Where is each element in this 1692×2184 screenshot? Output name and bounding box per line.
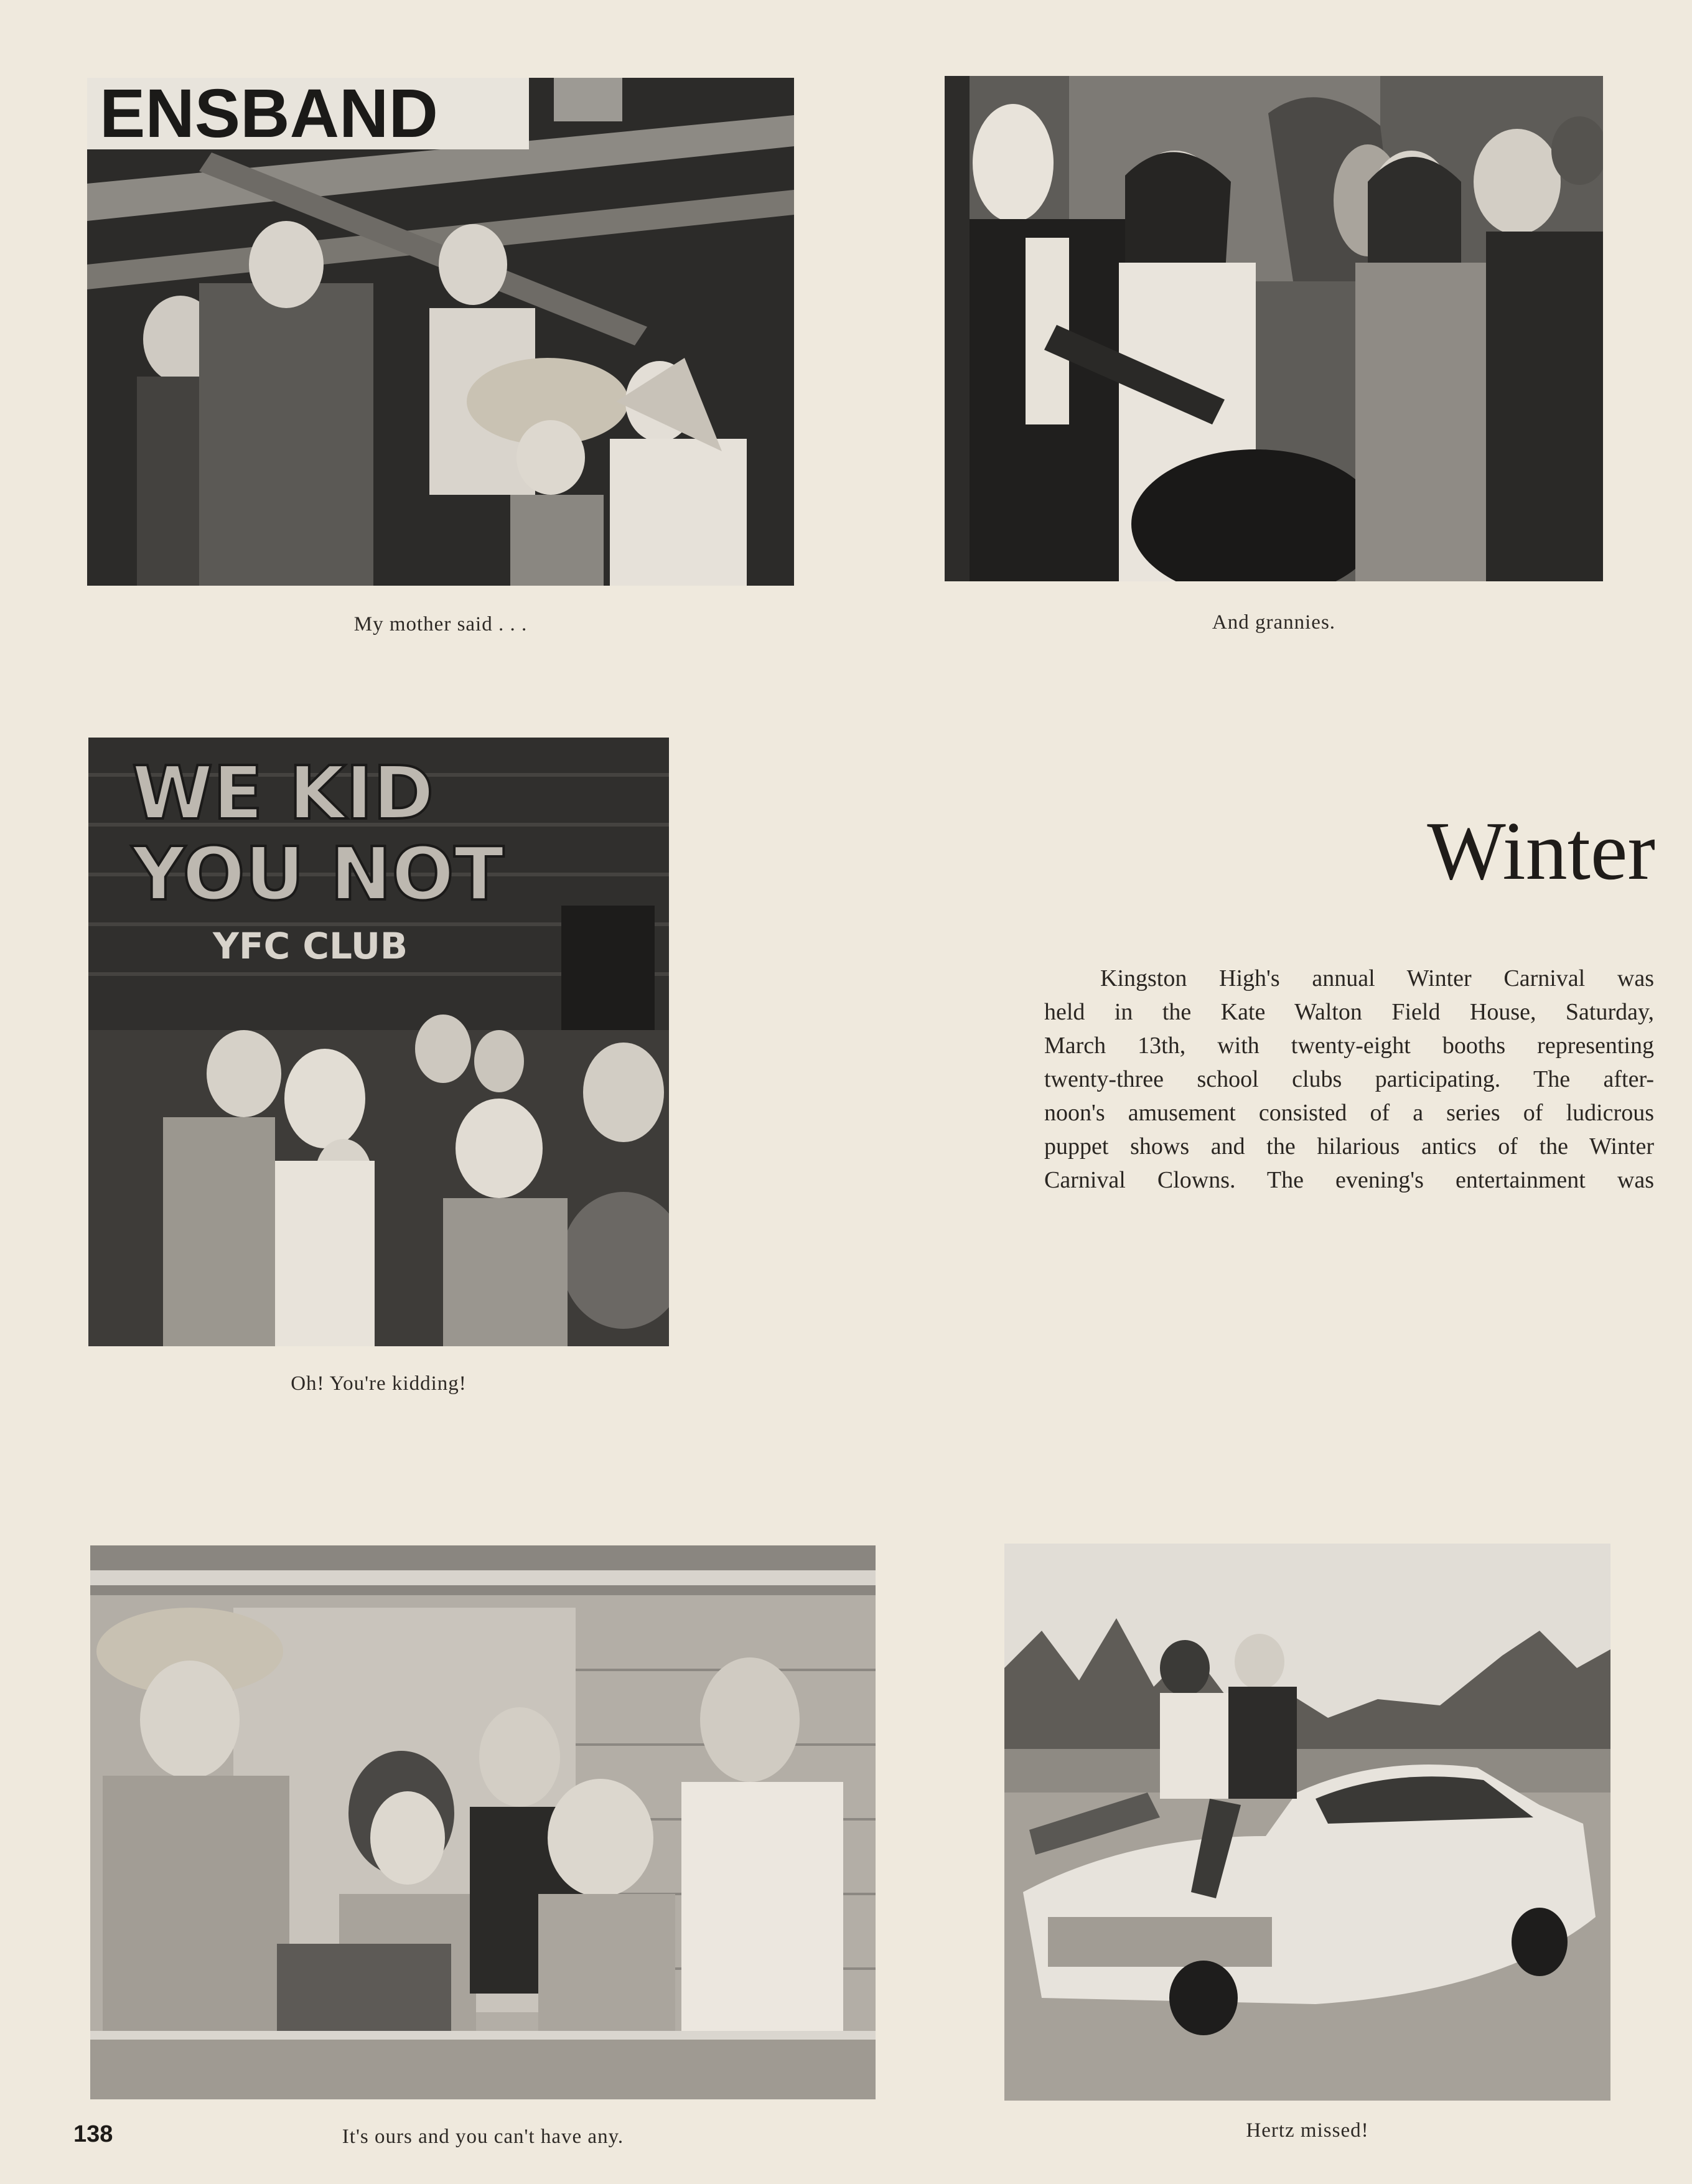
car-image bbox=[1004, 1544, 1610, 2101]
caption-grannies: And grannies. bbox=[1212, 611, 1336, 634]
body-line: Kingston High's annual Winter Carnival was bbox=[1100, 965, 1654, 991]
photo-car bbox=[1004, 1544, 1610, 2101]
band-sign-text: ENSBAND bbox=[100, 78, 438, 152]
yfc-sign-line-1: WE KID bbox=[132, 750, 434, 836]
body-line: noon's amusement consisted of a series of ludicrous bbox=[1044, 1100, 1654, 1126]
yfc-sign-line-3: YFC CLUB bbox=[213, 925, 408, 967]
photo-band-booth bbox=[87, 78, 794, 586]
yfc-club-image bbox=[88, 738, 669, 1346]
caption-car: Hertz missed! bbox=[1246, 2119, 1369, 2142]
body-line: twenty-three school clubs participating. The after- bbox=[1044, 1066, 1654, 1092]
photo-booth bbox=[90, 1545, 876, 2099]
page-number: 138 bbox=[73, 2121, 113, 2147]
caption-booth: It's ours and you can't have any. bbox=[342, 2125, 624, 2148]
grannies-image bbox=[945, 76, 1603, 581]
caption-yfc-club: Oh! You're kidding! bbox=[291, 1372, 467, 1395]
section-heading: Winter bbox=[1427, 805, 1655, 897]
caption-band-booth: My mother said . . . bbox=[353, 613, 528, 635]
band-booth-image bbox=[87, 78, 794, 586]
body-line: held in the Kate Walton Field House, Saturday, bbox=[1044, 999, 1654, 1025]
body-line: Carnival Clowns. The evening's entertainment was bbox=[1044, 1167, 1654, 1193]
body-paragraph bbox=[1044, 962, 1654, 1197]
yfc-sign-line-2: YOU NOT bbox=[132, 831, 505, 917]
photo-grannies bbox=[945, 76, 1603, 581]
booth-image bbox=[90, 1545, 876, 2099]
body-line: puppet shows and the hilarious antics of the Winter bbox=[1044, 1133, 1654, 1160]
body-line: March 13th, with twenty-eight booths representing bbox=[1044, 1033, 1654, 1059]
photo-yfc-club bbox=[88, 738, 669, 1346]
